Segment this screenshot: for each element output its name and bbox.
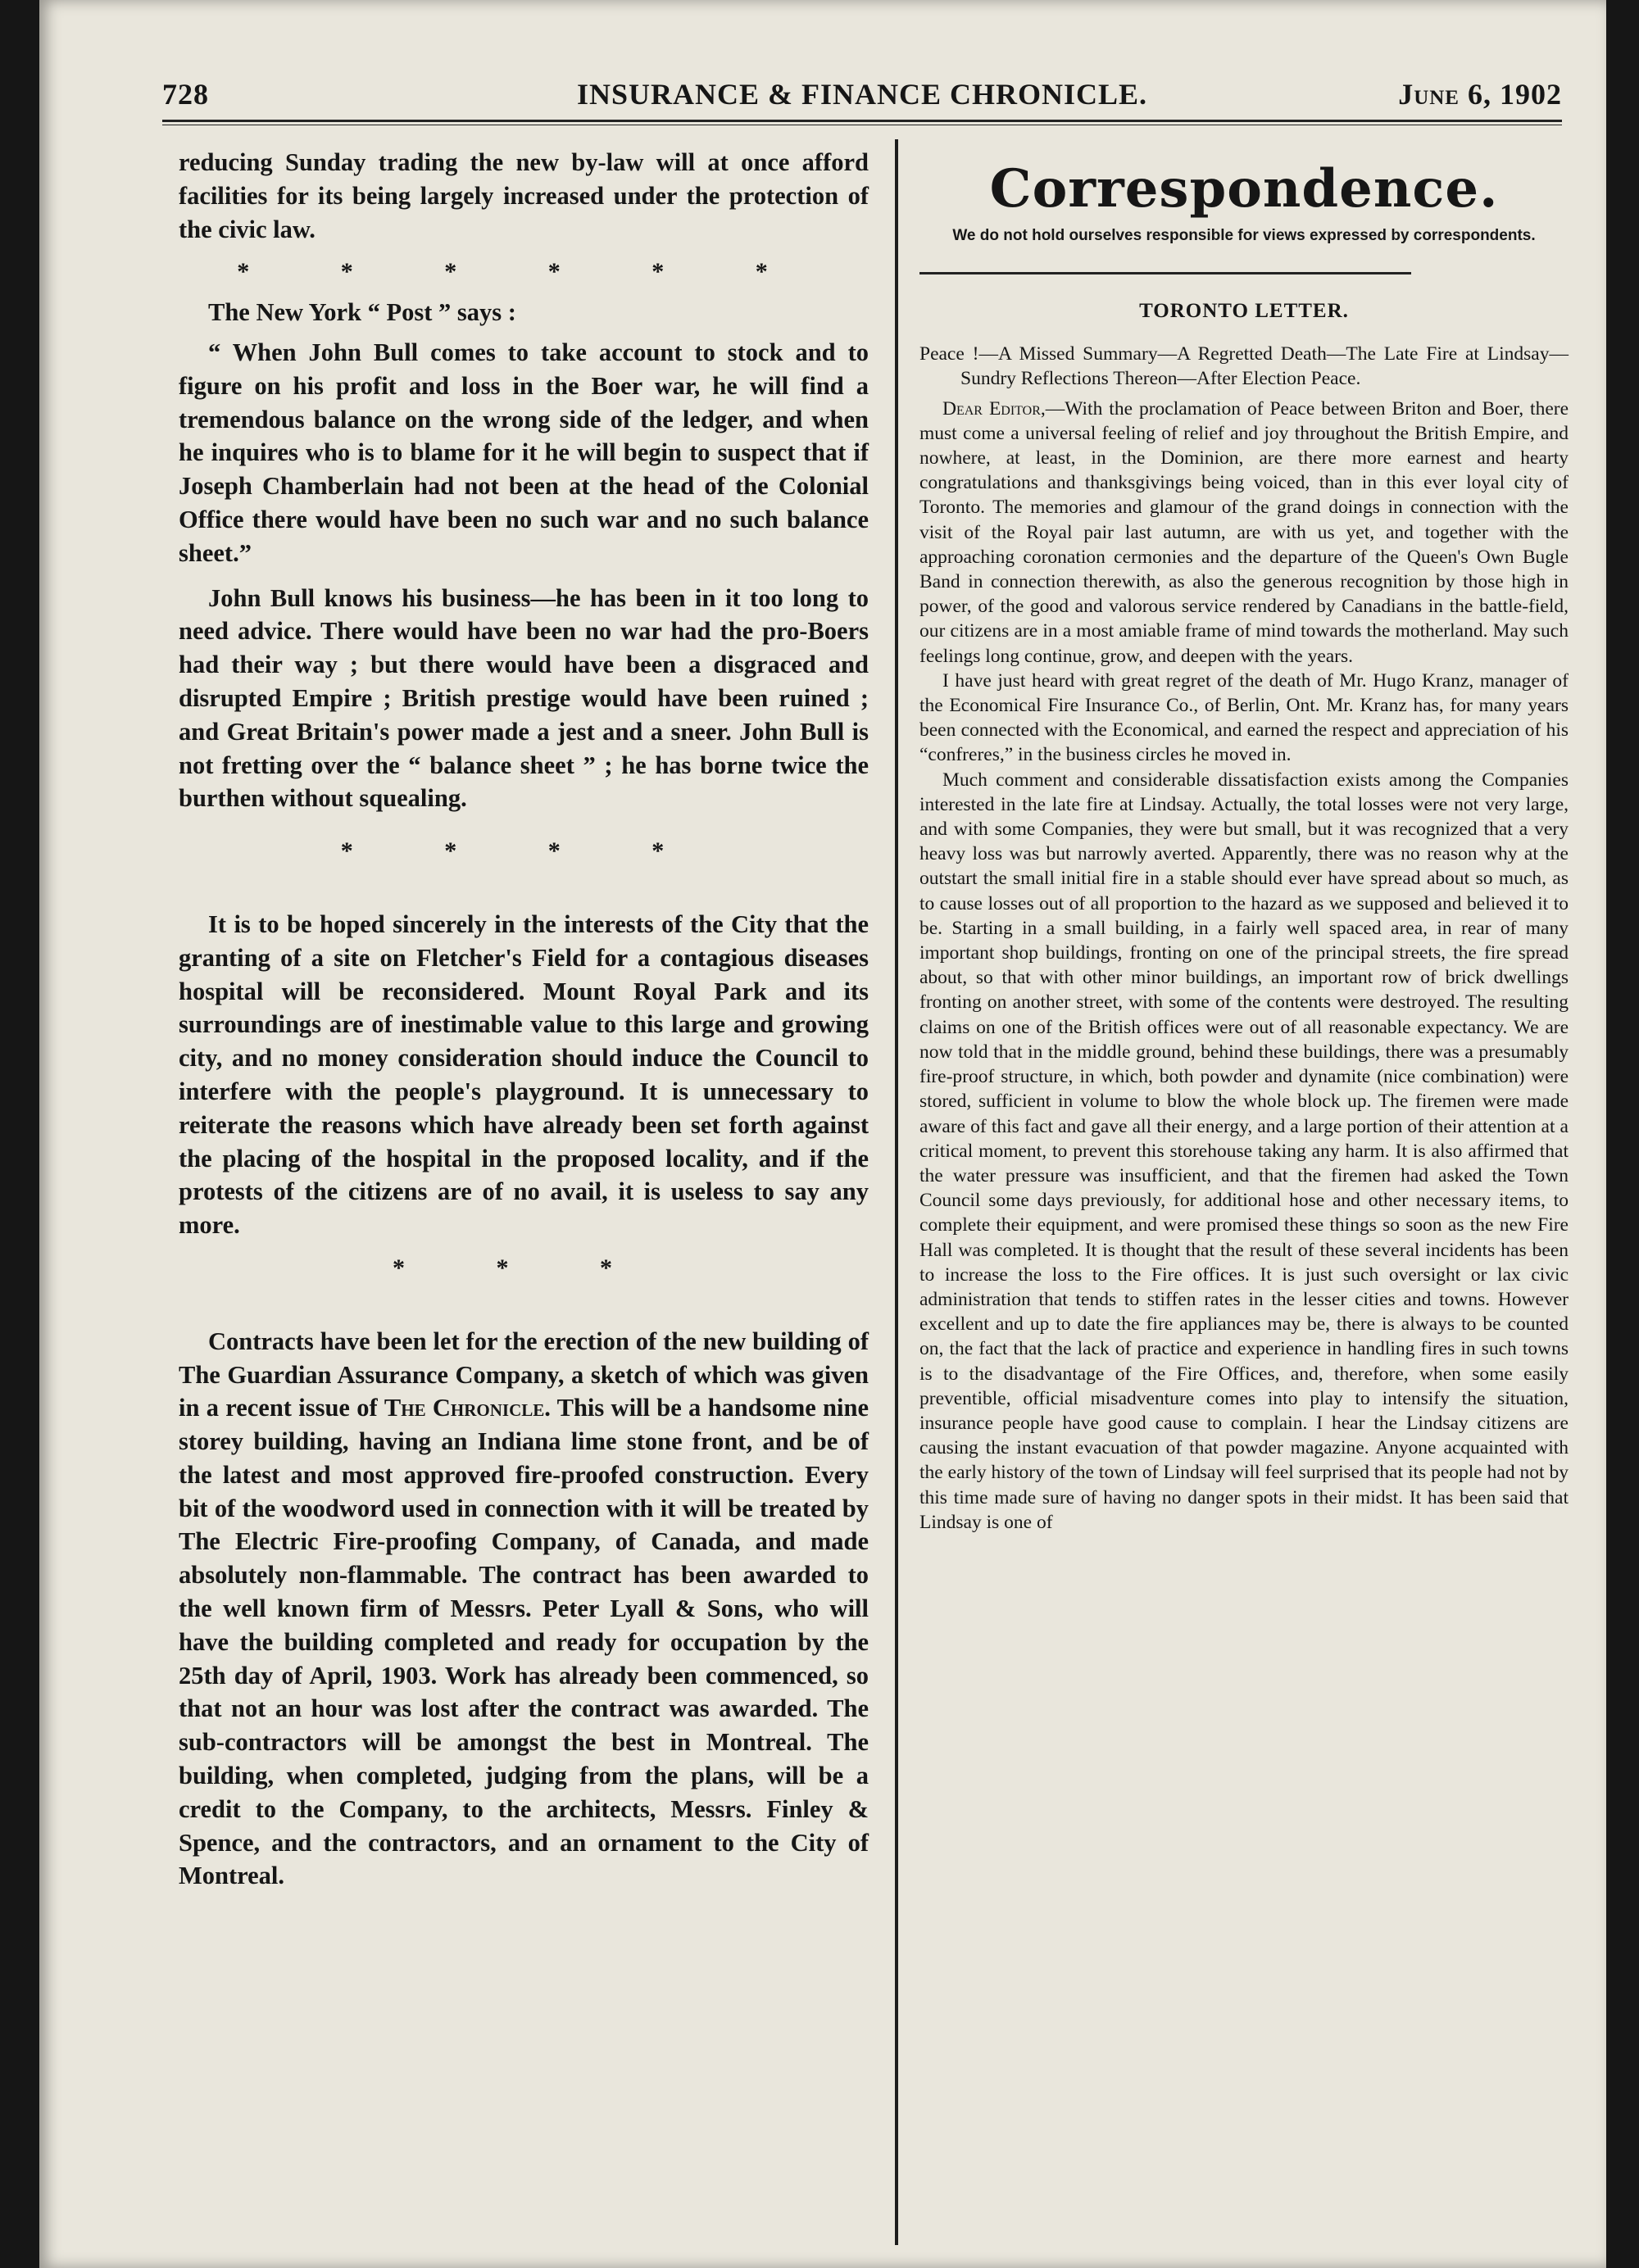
section-rule <box>919 272 1411 274</box>
publication-title: INSURANCE & FINANCE CHRONICLE. <box>576 78 1148 111</box>
column-divider <box>895 139 898 2245</box>
letter-paragraph-kranz: I have just heard with great regret of the death of Mr. Hugo Kranz, manager of the Economical Fire Insurance Co., of Berlin, Ont. Mr. Kranz has, for many years been connected with the Economical, and earned the respect and appreciation of his “confreres,” in the business circles he moved in. <box>919 669 1569 766</box>
section-separator: * * * * <box>340 837 707 865</box>
letter-paragraph-lindsay-fire: Much comment and considerable dissatisfaction exists among the Companies interested in the late fire at Lindsay. Actually, the total losses were not very large, and with some Companies, they were but small, but it was recognized that a very heavy loss was but narrowly averted. Apparently, there was no reason why at the outstart the small initial fire in a stable should ever have spread about so much, as to cause losses out of all proportion to the hazard as we supposed and believed it to be. Starting in a small building, in a fairly well spaced area, in rear of many important shop buildings, fronting on one of the principal streets, the fire spread about, so that with other minor buildings, an important row of brick dwellings fronting on another street, with some of the contents were destroyed. The resulting claims on one of the British offices were out of all reasonable expectancy. We are now told that in the middle ground, behind these buildings, there was a presumably fire-proof structure, in which, both powder and dynamite (nice combination) were stored, sufficient in volume to blow the whole block up. The firemen were made aware of this fact and gave all their energy, and a large portion of their attention at a critical moment, to prevent this storehouse taking any harm. It is also affirmed that the water pressure was insufficient, and that the firemen had asked the Town Council some days previously, for additional hose and other necessary items, to complete their equipment, and were promised these things so soon as the new Fire Hall was completed. It is thought that the result of these several incidents has been to increase the loss to the Fire offices. It is just such oversight or lax civic administration that tends to stiffen rates in the lesser cities and towns. However excellent and up to date the fire appliances may be, there is always to be counted on, the fact that the lack of practice and experience in handling fires in such towns is to the disadvantage of the Fire Offices, and, therefore, when some easily preventible, official misadventure comes into play to intensify the situation, insurance people have good cause to complain. I hear the Lindsay citizens are causing the instant evacuation of that powder magazine. Anyone acquainted with the early history of the town of Lindsay will feel surprised that its people had not by this time made sure of having no danger spots in their midst. It has been said that Lindsay is one of <box>919 769 1569 1533</box>
letter-paragraph-peace: Dear Editor,—With the proclamation of Peace between Briton and Boer, there must come a universal feeling of relief and joy throughout the British Empire, and nowhere, at least, in the Dominion, are there more earnest and hearty congratulations and thanksgivings being voiced, than in this ever loyal city of Toronto. The memories and glamour of the grand doings in connection with the visit of the Royal pair last autumn, are with us yet, and together with the approaching coronation cermonies and the departure of the Queen's Own Bugle Band in connection therewith, as also the generous recognition by those high in power, of the good and valorous service rendered by Canadians in the battle-field, our citizens are in a most amiable frame of mind towards the motherland. May such feelings long continue, grow, and deepen with the years. <box>919 397 1569 667</box>
paragraph-sunday-trading: reducing Sunday trading the new by-law will at once afford facilities for its being largely increased under the protection of the civic law. <box>179 148 869 243</box>
salutation: Dear Editor, <box>942 397 1046 420</box>
editorial-disclaimer: We do not hold ourselves responsible for views expressed by correspondents. <box>952 227 1536 244</box>
issue-date: June 6, 1902 <box>1398 78 1562 111</box>
chronicle-name: The Chronicle. <box>384 1394 551 1422</box>
page-header <box>162 70 1562 120</box>
toronto-letter-title: TORONTO LETTER. <box>1139 300 1349 322</box>
paragraph-john-bull: John Bull knows his business—he has been in it too long to need advice. There would have been no war had the pro-Boers had their way ; but there would have been a disgraced and disrupted Empire ; British prestige would have been ruined ; and Great Britain's power made a jest and a sneer. John Bull is not fretting over the “ balance sheet ” ; he has borne twice the burthen without squealing. <box>179 583 869 813</box>
page-number: 728 <box>162 78 209 111</box>
newspaper-page <box>39 0 1606 2268</box>
correspondence-heading: Correspondence. <box>989 158 1499 220</box>
section-separator: * * * <box>393 1254 655 1281</box>
paragraph-guardian-building: Contracts have been let for the erection of the new building of The Guardian Assurance Company, a sketch of which was given in a recent issue of The Chronicle. This will be a handsome nine storey building, having an Indiana lime stone front, and be of the latest and most approved fire-proofed construction. Every bit of the woodword used in connection with it will be treated by The Electric Fire-proofing Company, of Canada, and made absolutely non-flammable. The contract has been awarded to the well known firm of Messrs. Peter Lyall & Sons, who will have the building completed and ready for occupation by the 25th day of April, 1903. Work has already been commenced, so that not an hour was lost after the contract was awarded. The sub-contractors will be amongst the best in Montreal. The building, when completed, judging from the plans, will be a credit to the Company, to the architects, Messrs. Finley & Spence, and the contractors, and an ornament to the City of Montreal. <box>179 1327 869 1890</box>
letter-summary: Peace !—A Missed Summary—A Regretted Death—The Late Fire at Lindsay—Sundry Reflections Thereon—After Election Peace. <box>919 343 1569 390</box>
right-column <box>919 158 1569 1535</box>
paragraph-ny-post-quote: “ When John Bull comes to take account to stock and to figure on his profit and loss in the Boer war, he will find a tremendous balance on the wrong side of the ledger, and when he inquires who is to blame for it he will begin to suspect that if Joseph Chamberlain had not been at the head of the Colonial Office there would have been no such war and no such balance sheet.” <box>179 338 869 567</box>
section-separator: * * * * * * <box>237 258 810 286</box>
header-rule <box>162 120 1562 125</box>
paragraph-hospital-site: It is to be hoped sincerely in the interests of the City that the granting of a site on Fletcher's Field for a contagious diseases hospital will be reconsidered. Mount Royal Park and its surroundings are of inestimable value to this large and growing city, and no money consideration should induce the Council to interfere with the people's playground. It is unnecessary to reiterate the reasons which have already been set forth against the placing of the hospital in the proposed locality, and if the protests of the citizens are of no avail, it is useless to say any more. <box>179 909 869 1240</box>
paragraph-ny-post-intro: The New York “ Post ” says : <box>208 298 516 327</box>
left-column <box>179 146 869 1893</box>
